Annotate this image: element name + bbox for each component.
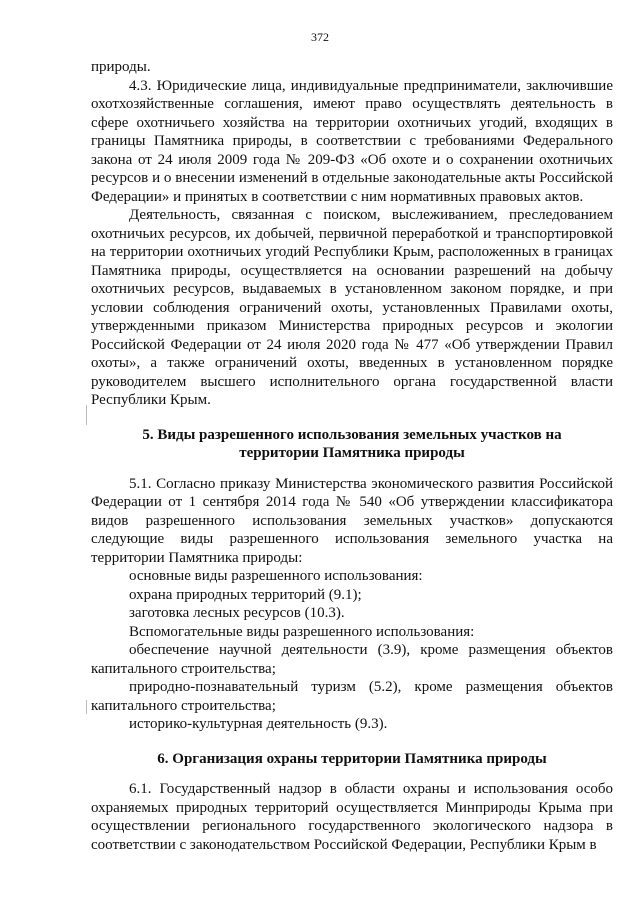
section-5-heading: 5. Виды разрешенного использования земельных участков на территории Памятника природы bbox=[142, 426, 562, 461]
section-6-heading: 6. Организация охраны территории Памятника природы bbox=[157, 750, 547, 767]
paragraph-6-1: 6.1. Государственный надзор в области охраны и использования особо охраняемых природных территорий осуществляется Минприроды Крыма при осуществлении регионального государственного экологического надзора в соответствии с законодательством Российской Федерации, Республики Крым в bbox=[91, 781, 613, 853]
paragraph-continuation: природы. bbox=[91, 59, 151, 75]
main-uses-label: основные виды разрешенного использования: bbox=[129, 568, 423, 584]
paragraph-hunting-activity: Деятельность, связанная с поиском, выслеживанием, преследованием охотничьих ресурсов, их добычей, первичной переработкой и транспортировкой на территории охотничьих угодий Республики Крым, расположенных в границах Памятника природы, осуществляется на основании разрешений на добычу охотничьих ресурсов, выдаваемых в установленном законом порядке, и при условии соблюдения ограничений охоты, установленных Правилами охоты, утвержденными приказом Министерства природных ресурсов и экологии Российской Федерации от 24 июля 2020 года № 477 «Об утверждении Правил охоты», а также ограничений охоты, введенных в установленном порядке руководителем высшего исполнительного органа государственной власти Республики Крым. bbox=[91, 207, 613, 408]
paragraph-5-1: 5.1. Согласно приказу Министерства экономического развития Российской Федерации от 1 сентября 2014 года № 540 «Об утверждении классификатора видов разрешенного использования земельных участков» допускаются следующие виды разрешенного использования земельного участка на территории Памятника природы: bbox=[91, 475, 613, 566]
aux-use-item: обеспечение научной деятельности (3.9), кроме размещения объектов капитального строительства; bbox=[91, 642, 613, 677]
scan-artifact bbox=[86, 700, 87, 714]
scan-artifact bbox=[86, 405, 87, 425]
document-body bbox=[91, 58, 613, 854]
aux-uses-label: Вспомогательные виды разрешенного использования: bbox=[129, 623, 475, 640]
paragraph-4-3: 4.3. Юридические лица, индивидуальные предприниматели, заключившие охотхозяйственные соглашения, имеют право осуществлять деятельность в сфере охотничьего хозяйства на территории охотничьих угодий, входящих в границы Памятника природы, в соответствии с требованиями Федерального закона от 24 июля 2009 года № 209-ФЗ «Об охоте и о сохранении охотничьих ресурсов и о внесении изменений в отдельные законодательные акты Российской Федерации» и принятых в соответствии с ним нормативных правовых актов. bbox=[91, 77, 613, 205]
main-use-item: охрана природных территорий (9.1); bbox=[129, 586, 362, 603]
main-use-item: заготовка лесных ресурсов (10.3). bbox=[129, 605, 345, 621]
aux-use-item: историко-культурная деятельность (9.3). bbox=[129, 716, 388, 732]
page-number: 372 bbox=[311, 30, 329, 44]
aux-use-item: природно-познавательный туризм (5.2), кроме размещения объектов капитального строительства; bbox=[91, 679, 613, 714]
